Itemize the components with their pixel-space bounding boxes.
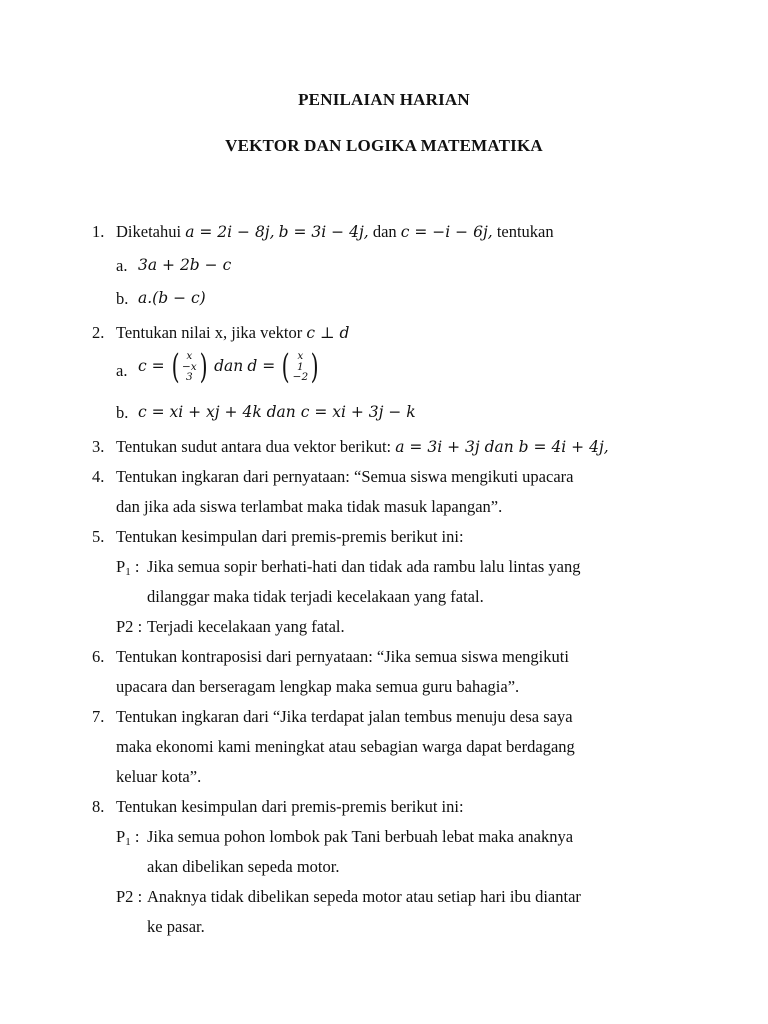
item-number: 5. [92,527,105,546]
sub-label: b. [116,289,129,308]
item-line: Tentukan kontraposisi dari pernyataan: “Jika semua siswa mengikuti [116,647,569,666]
sub-expression: a.(b − c) [138,289,206,307]
premise-label [116,617,142,637]
premise-letter: P [116,827,126,846]
matrix-entry: x [186,350,193,363]
sub-expression: 3a + 2b − c [138,256,232,274]
page-subtitle: VEKTOR DAN LOGIKA MATEMATIKA [225,136,543,155]
item-line: Tentukan kesimpulan dari premis-premis berikut ini: [116,797,464,816]
item-1-dan: dan [372,222,397,241]
item-1-math-b: b = 3i − 4j, [278,223,369,241]
item-number: 8. [92,797,105,816]
premise-separator: : [137,887,143,906]
item-line: dan jika ada siswa terlambat maka tidak masuk lapangan”. [116,497,503,516]
matrix-entry: 3 [186,371,193,384]
premise-label [116,557,139,578]
item-line: Tentukan kesimpulan dari premis-premis berikut ini: [116,527,464,546]
d-column-vector: ( x 1 −2 ) [282,347,319,387]
page-title: PENILAIAN HARIAN [298,90,470,109]
premise-line: akan dibelikan sepeda motor. [147,857,340,876]
premise-line: Anaknya tidak dibelikan sepeda motor atau setiap hari ibu diantar [147,887,581,906]
item-number: 2. [92,323,105,342]
d-equals: d = [247,356,276,375]
premise-label [116,887,142,907]
sub-label: b. [116,403,129,422]
premise-line: dilanggar maka tidak terjadi kecelakaan yang fatal. [147,587,484,606]
sub-expression: c = xi + xj + 4k dan c = xi + 3j − k [138,403,416,421]
matrix-dan: dan [214,356,244,375]
item-1-math-a: a = 2i − 8j, [185,223,275,241]
item-number: 1. [92,222,105,241]
premise-subscript: 1 [125,566,131,578]
item-line: maka ekonomi kami meningkat atau sebagian warga dapat berdagang [116,737,575,756]
premise-line: Jika semua sopir berhati-hati dan tidak ada rambu lalu lintas yang [147,557,581,576]
premise-line: Terjadi kecelakaan yang fatal. [147,617,345,636]
premise-letter: P2 [116,617,134,636]
sub-label: a. [116,256,128,275]
matrix-entry: −2 [292,371,309,384]
premise-separator: : [134,557,140,576]
premise-subscript: 1 [125,836,131,848]
sub-label: a. [116,361,128,380]
premise-letter: P2 [116,887,134,906]
premise-label [116,827,139,848]
item-3-expr: a = 3i + 3j dan b = 4i + 4j, [395,438,609,456]
item-2-text [116,323,349,343]
premise-line: Jika semua pohon lombok pak Tani berbuah lebat maka anaknya [147,827,574,846]
item-1-math-c: c = −i − 6j, [400,223,493,241]
item-3-question: Tentukan sudut antara dua vektor berikut: [116,437,392,456]
c-column-vector: ( x −x 3 ) [171,347,208,387]
item-1-prefix: Diketahui [116,222,182,241]
premise-letter: P [116,557,126,576]
matrix-entry: 1 [297,360,304,373]
item-1-text [116,222,554,242]
matrix-entry: −x [182,360,197,373]
item-number: 4. [92,467,105,486]
item-line: Tentukan ingkaran dari “Jika terdapat jalan tembus menuju desa saya [116,707,573,726]
c-equals: c = [138,356,165,375]
item-line: keluar kota”. [116,767,202,786]
item-number: 7. [92,707,105,726]
premise-line: ke pasar. [147,917,205,936]
item-2-question: Tentukan nilai x, jika vektor [116,323,303,342]
item-number: 6. [92,647,105,666]
item-line: upacara dan berseragam lengkap maka semua guru bahagia”. [116,677,520,696]
premise-separator: : [137,617,143,636]
premise-separator: : [134,827,140,846]
item-line: Tentukan ingkaran dari pernyataan: “Semua siswa mengikuti upacara [116,467,574,486]
item-3-text [116,437,609,457]
item-2-expr: c ⊥ d [306,324,350,342]
matrix-entry: x [297,350,304,363]
item-1-suffix: tentukan [496,222,554,241]
item-number: 3. [92,437,105,456]
sub-expression-matrix [138,347,321,387]
